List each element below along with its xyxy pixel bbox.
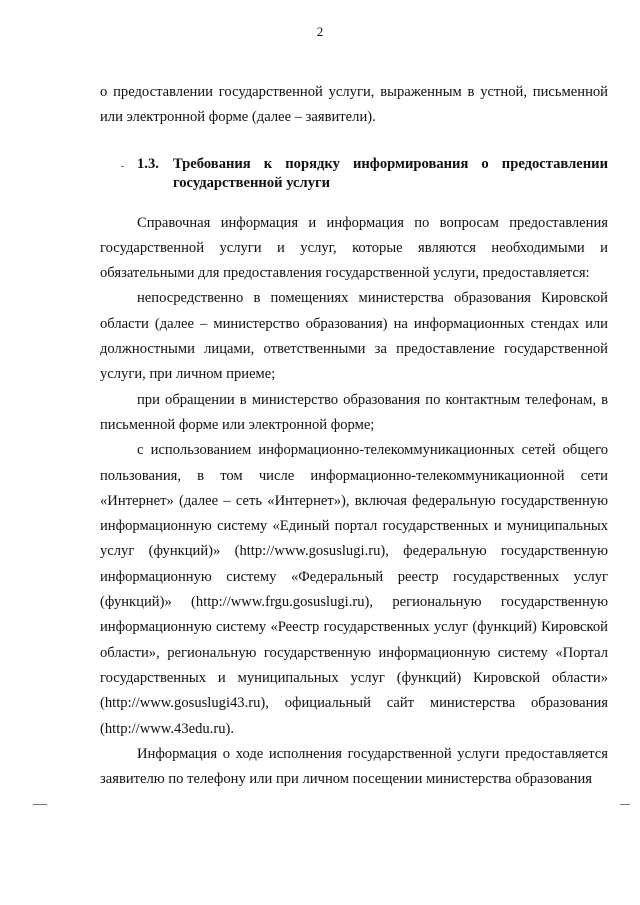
intro-paragraph: о предоставлении государственной услуги, выраженным в устной, письменной или электронной форме (далее – заявители).: [100, 84, 608, 126]
document-body: [100, 80, 608, 792]
scan-margin-mark-right: [620, 804, 630, 805]
paragraph-by-phone-or-writing: при обращении в министерство образования по контактным телефонам, в письменной форме или электронной форме;: [100, 391, 608, 433]
section-number: 1.3.: [137, 155, 159, 172]
section-heading: [100, 155, 608, 193]
paragraph-reference-info: Справочная информация и информация по вопросам предоставления государственной услуги и услуг, которые являются необходимыми и обязательными для предоставления государственной услуги, предоставляется:: [100, 214, 608, 282]
paragraph-progress-info: Информация о ходе исполнения государственной услуги предоставляется заявителю по телефону или при личном посещении министерства образования: [100, 745, 608, 788]
scan-margin-mark-left: [33, 804, 47, 805]
page-number: 2: [316, 24, 324, 39]
paragraph-in-premises: непосредственно в помещениях министерства образования Кировской области (далее – министерство образования) на информационных стендах или должностными лицами, ответственными за предоставление государственной услуги, при личном приеме;: [100, 290, 608, 383]
scan-tick-mark: [121, 166, 124, 167]
paragraph-internet-systems: с использованием информационно-телекоммуникационных сетей общего пользования, в том числе информационно-телекоммуникационной сети «Интернет» (далее – сеть «Интернет»), включая федеральную государственную информационную систему «Единый портал государственных и муниципальных услуг (функций)» (http://www.gosuslugi.ru), федеральную государственную информационную систему «Федеральный реестр государственных услуг (функций)» (http://www.frgu.gosuslugi.ru), региональную государственную информационную систему «Реестр государственных услуг (функций) Кировской области», региональную государственную информационную систему «Портал государственных и муниципальных услуг (функций) Кировской области» (http://www.gosuslugi43.ru), официальный сайт министерства образования (http://www.43edu.ru).: [100, 442, 608, 737]
section-title: Требования к порядку информирования о предоставлении государственной услуги: [173, 155, 608, 191]
